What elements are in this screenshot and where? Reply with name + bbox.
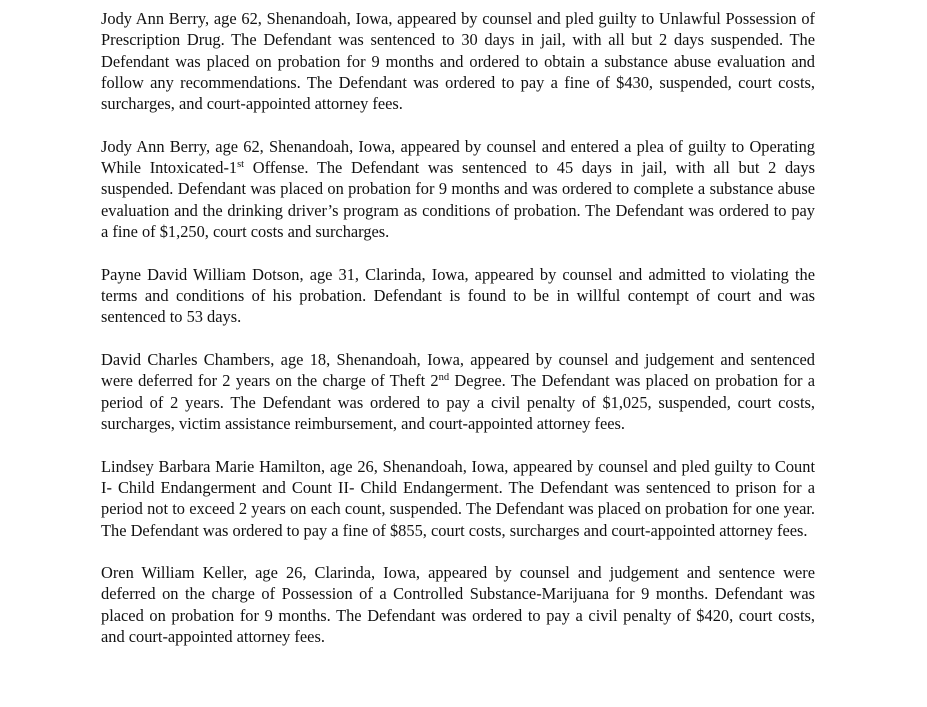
ordinal-suffix: nd [438,372,450,384]
record-text: Offense. The Defendant was sentenced to 45 days in jail, with all but 2 days suspended. Defendant was placed on probation for 9 months and was ordered to complete a substance abuse evaluation and the drinking driver’s program as conditions of probation. The Defendant was ordered to pay a fine of $1,250, court costs and surcharges. [101,158,815,242]
record-text: David Charles Chambers, age 18, Shenandoah, Iowa, appeared by counsel and judgement and sentenced were deferred for 2 years on the charge of Theft 2 [101,350,815,391]
court-record-document [101,8,815,647]
record-paragraph-berry-owi [101,136,815,242]
record-paragraph-berry-prescription: Jody Ann Berry, age 62, Shenandoah, Iowa, appeared by counsel and pled guilty to Unlawful Possession of Prescription Drug. The Defendant was sentenced to 30 days in jail, with all but 2 days suspended. The Defendant was placed on probation for 9 months and ordered to obtain a substance abuse evaluation and follow any recommendations. The Defendant was ordered to pay a fine of $430, suspended, court costs, surcharges, and court-appointed attorney fees. [101,9,815,114]
record-paragraph-chambers [101,349,815,434]
record-paragraph-keller: Oren William Keller, age 26, Clarinda, Iowa, appeared by counsel and judgement and sentence were deferred on the charge of Possession of a Controlled Substance-Marijuana for 9 months. Defendant was placed on probation for 9 months. The Defendant was ordered to pay a civil penalty of $420, court costs, and court-appointed attorney fees. [101,563,815,647]
ordinal-suffix: st [237,159,245,171]
record-text: Degree. The Defendant was placed on probation for a period of 2 years. The Defendant was ordered to pay a civil penalty of $1,025, suspended, court costs, surcharges, victim assistance reimbursement, and court-appointed attorney fees. [101,371,816,433]
record-paragraph-dotson: Payne David William Dotson, age 31, Clarinda, Iowa, appeared by counsel and admitted to violating the terms and conditions of his probation. Defendant is found to be in willful contempt of court and was sentenced to 53 days. [101,264,815,327]
record-paragraph-hamilton: Lindsey Barbara Marie Hamilton, age 26, Shenandoah, Iowa, appeared by counsel and pled guilty to Count I- Child Endangerment and Count II- Child Endangerment. The Defendant was sentenced to prison for a period not to exceed 2 years on each count, suspended. The Defendant was placed on probation for one year. The Defendant was ordered to pay a fine of $855, court costs, surcharges and court-appointed attorney fees. [101,456,815,540]
record-text: Jody Ann Berry, age 62, Shenandoah, Iowa, appeared by counsel and entered a plea of guilty to Operating While Intoxicated-1 [101,136,815,178]
